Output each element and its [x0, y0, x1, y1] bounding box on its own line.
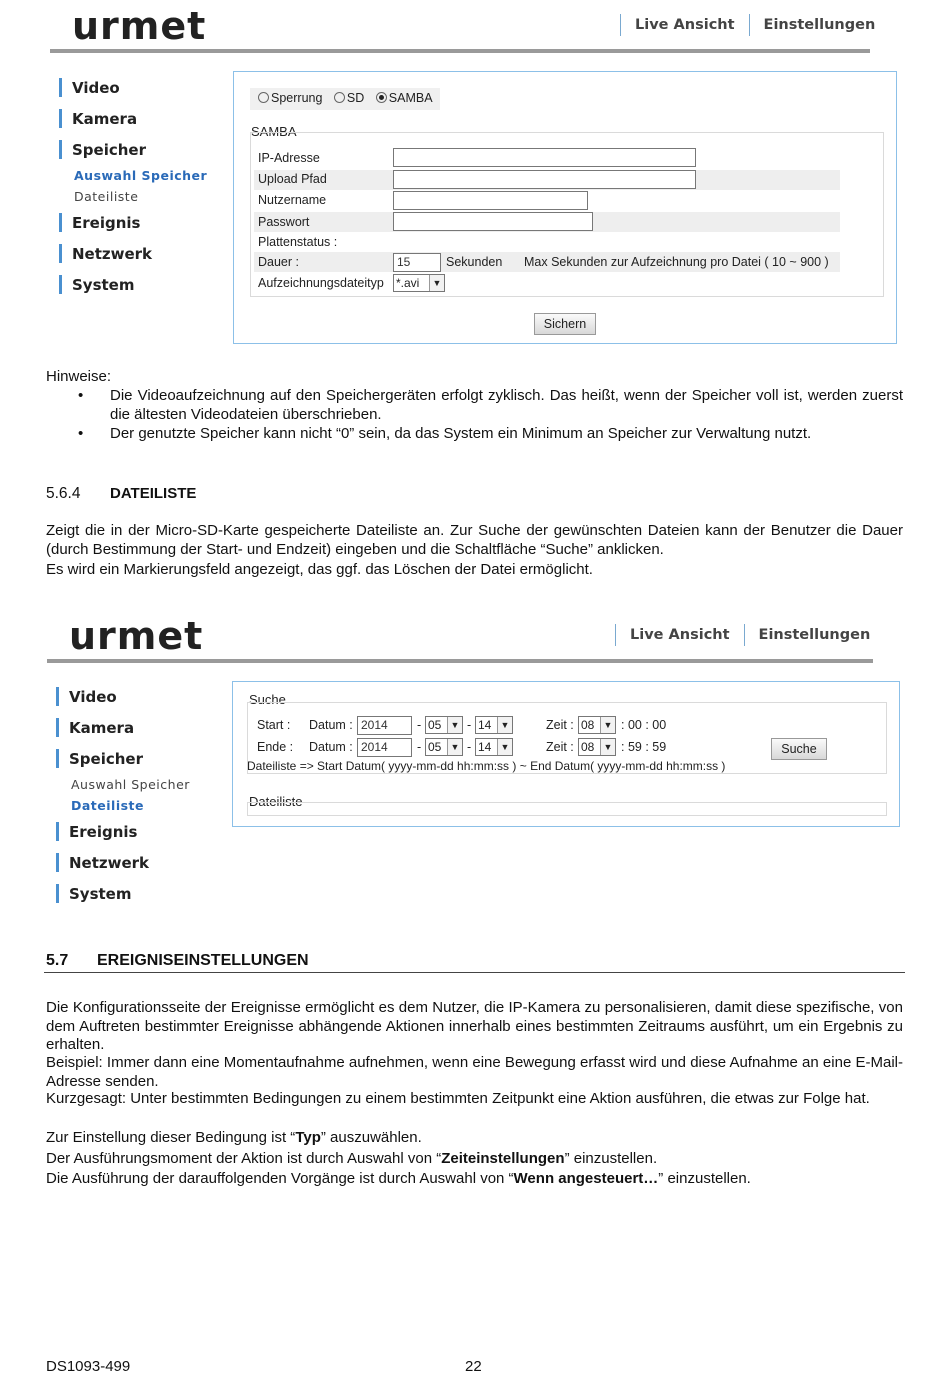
- notes-title: Hinweise:: [46, 368, 112, 385]
- samba-group-title: SAMBA: [251, 124, 297, 139]
- start-month-select[interactable]: 05 ▼: [425, 716, 463, 734]
- sidebar-menu: [56, 681, 190, 909]
- user-label: Nutzername: [258, 193, 327, 207]
- menu-video[interactable]: Video: [59, 72, 207, 103]
- menu-video[interactable]: Video: [56, 681, 190, 712]
- user-input[interactable]: [393, 191, 588, 210]
- start-time-rest: : 00 : 00: [621, 718, 667, 732]
- note-1: Die Videoaufzeichnung auf den Speichergeräten erfolgt zyklisch. Das heißt, wenn der Speicher voll ist, werden zuerst die ältesten Videodateien überschrieben.: [110, 387, 903, 423]
- urmet-logo: urmet: [69, 614, 204, 658]
- text-run-bold: Zeiteinstellungen: [441, 1150, 565, 1167]
- menu-netzwerk[interactable]: Netzwerk: [59, 238, 207, 269]
- pass-input[interactable]: [393, 212, 593, 231]
- chevron-down-icon: ▼: [600, 739, 615, 755]
- menu-netzwerk[interactable]: Netzwerk: [56, 847, 190, 878]
- bullet-dot: •: [78, 387, 84, 404]
- chevron-down-icon: ▼: [600, 717, 615, 733]
- max-seconds-hint: Max Sekunden zur Aufzeichnung pro Datei ( 10 ~ 900 ): [524, 255, 829, 269]
- section-title: EREIGNISEINSTELLUNGEN: [97, 952, 309, 969]
- paragraph: [46, 1150, 903, 1169]
- footer-doc-id: DS1093-499: [46, 1358, 131, 1375]
- date-separator: -: [417, 740, 422, 754]
- start-day-select[interactable]: 14 ▼: [475, 716, 513, 734]
- end-day-select[interactable]: 14 ▼: [475, 738, 513, 756]
- menu-speicher[interactable]: Speicher: [56, 743, 190, 774]
- chevron-down-icon: ▼: [447, 739, 462, 755]
- search-title: Suche: [249, 692, 286, 707]
- end-time-rest: : 59 : 59: [621, 740, 667, 754]
- ip-label: IP-Adresse: [258, 151, 320, 165]
- header-divider: [50, 49, 870, 53]
- start-year-input[interactable]: 2014: [357, 716, 412, 735]
- section-number: 5.6.4: [46, 485, 81, 502]
- chevron-down-icon: ▼: [497, 739, 512, 755]
- sidebar-menu: [59, 72, 207, 300]
- end-date-label: Datum :: [309, 740, 353, 754]
- search-button[interactable]: Suche: [771, 738, 827, 760]
- dauer-input[interactable]: 15: [393, 253, 441, 272]
- paragraph: Beispiel: Immer dann eine Momentaufnahme aufnehmen, wenn eine Bewegung erfasst wird und diese Aufnahme an eine E-Mail-Adresse senden.: [46, 1054, 903, 1090]
- menu-speicher[interactable]: Speicher: [59, 134, 207, 165]
- start-hour-select[interactable]: 08 ▼: [578, 716, 616, 734]
- section-number: 5.7: [46, 952, 69, 969]
- paragraph: Es wird ein Markierungsfeld angezeigt, das ggf. das Löschen der Datei ermöglicht.: [46, 561, 593, 578]
- upload-label: Upload Pfad: [258, 172, 327, 186]
- pass-label: Passwort: [258, 215, 310, 229]
- top-nav: [601, 624, 870, 646]
- radio-circle-icon: [258, 92, 269, 103]
- chevron-down-icon: ▼: [429, 275, 444, 291]
- start-date-label: Datum :: [309, 718, 353, 732]
- menu-kamera[interactable]: Kamera: [59, 103, 207, 134]
- menu-auswahl-speicher[interactable]: Auswahl Speicher: [71, 777, 190, 792]
- storage-panel: [233, 71, 897, 344]
- menu-auswahl-speicher[interactable]: Auswahl Speicher: [74, 168, 208, 183]
- start-time-label: Zeit :: [546, 718, 574, 732]
- filelist-format-hint: Dateiliste => Start Datum( yyyy-mm-dd hh:mm:ss ) ~ End Datum( yyyy-mm-dd hh:mm:ss ): [247, 759, 726, 773]
- paragraph: Zeigt die in der Micro-SD-Karte gespeicherte Dateiliste an. Zur Suche der gewünschten Dateien kann der Benutzer die Dauer (durch Bestimmung der Start- und Endzeit) eingeben und die Schaltfläche “Suche” anklicken.: [46, 522, 903, 558]
- text-run: Der Ausführungsmoment der Aktion ist durch Auswahl von “: [46, 1150, 442, 1167]
- radio-samba[interactable]: SAMBA: [376, 91, 433, 105]
- menu-system[interactable]: System: [59, 269, 207, 300]
- status-label: Plattenstatus :: [258, 235, 338, 249]
- paragraph: [46, 1129, 903, 1148]
- date-separator: -: [467, 740, 472, 754]
- end-label: Ende :: [257, 740, 294, 754]
- filelist-title: Dateiliste: [249, 794, 303, 809]
- save-button[interactable]: Sichern: [534, 313, 596, 335]
- dauer-label: Dauer :: [258, 255, 299, 269]
- section-title: DATEILISTE: [110, 485, 197, 502]
- end-time-label: Zeit :: [546, 740, 574, 754]
- menu-ereignis[interactable]: Ereignis: [59, 207, 207, 238]
- date-separator: -: [467, 718, 472, 732]
- filelist-box: [247, 802, 887, 816]
- text-run: Die Ausführung der darauffolgenden Vorgänge ist durch Auswahl von “: [46, 1170, 514, 1187]
- menu-dateiliste[interactable]: Dateiliste: [71, 798, 145, 813]
- menu-ereignis[interactable]: Ereignis: [56, 816, 190, 847]
- upload-input[interactable]: [393, 170, 696, 189]
- search-panel: [232, 681, 900, 827]
- storage-settings-screenshot: [46, 0, 904, 348]
- paragraph: Kurzgesagt: Unter bestimmten Bedingungen zu einem bestimmten Zeitpunkt eine Aktion ausführen, die etwas zur Folge hat.: [46, 1090, 870, 1107]
- filetype-label: Aufzeichnungsdateityp: [258, 276, 384, 290]
- nav-live-view[interactable]: Live Ansicht: [635, 17, 735, 33]
- radio-sd[interactable]: SD: [334, 91, 364, 105]
- text-run: ” einzustellen.: [658, 1170, 751, 1187]
- nav-settings[interactable]: Einstellungen: [763, 17, 876, 33]
- chevron-down-icon: ▼: [447, 717, 462, 733]
- paragraph: Die Konfigurationsseite der Ereignisse ermöglicht es dem Nutzer, die IP-Kamera zu personalisieren, damit diese spezifische, von dem Auftreten bestimmter Ereignisse abhängende Aktionen innerhalb eines bestimmten Zeitraums ausführt, um ein Ergebnis zu erhalten.: [46, 999, 903, 1053]
- text-run: ” einzustellen.: [564, 1150, 658, 1167]
- text-run-bold: Typ: [295, 1129, 321, 1146]
- radio-sperrung[interactable]: Sperrung: [258, 91, 322, 105]
- radio-group: [258, 91, 433, 105]
- header-divider: [47, 659, 873, 663]
- menu-dateiliste[interactable]: Dateiliste: [74, 189, 139, 204]
- end-month-select[interactable]: 05 ▼: [425, 738, 463, 756]
- sekunden-label: Sekunden: [446, 255, 503, 269]
- chevron-down-icon: ▼: [497, 717, 512, 733]
- filelist-screenshot: [43, 610, 903, 915]
- text-run: ” auszuwählen.: [320, 1129, 422, 1146]
- footer-page-number: 22: [465, 1358, 482, 1375]
- end-year-input[interactable]: 2014: [357, 738, 412, 757]
- bullet-dot: •: [78, 425, 84, 442]
- section-underline: [44, 972, 905, 973]
- nav-live-view[interactable]: Live Ansicht: [630, 627, 730, 643]
- ip-input[interactable]: [393, 148, 696, 167]
- filetype-select[interactable]: *.avi ▼: [393, 274, 445, 292]
- text-run: Zur Einstellung dieser Bedingung ist “: [46, 1129, 296, 1146]
- date-separator: -: [417, 718, 422, 732]
- nav-settings[interactable]: Einstellungen: [758, 627, 871, 643]
- text-run-bold: Wenn angesteuert…: [513, 1170, 659, 1187]
- paragraph: [46, 1170, 903, 1189]
- menu-system[interactable]: System: [56, 878, 190, 909]
- radio-circle-icon: [334, 92, 345, 103]
- note-2: Der genutzte Speicher kann nicht “0” sein, da das System ein Minimum an Speicher zur Verwaltung nutzt.: [110, 425, 812, 442]
- radio-selected-icon: [376, 92, 387, 103]
- top-nav: [606, 14, 875, 36]
- start-label: Start :: [257, 718, 291, 732]
- end-hour-select[interactable]: 08 ▼: [578, 738, 616, 756]
- urmet-logo: urmet: [72, 4, 207, 48]
- menu-kamera[interactable]: Kamera: [56, 712, 190, 743]
